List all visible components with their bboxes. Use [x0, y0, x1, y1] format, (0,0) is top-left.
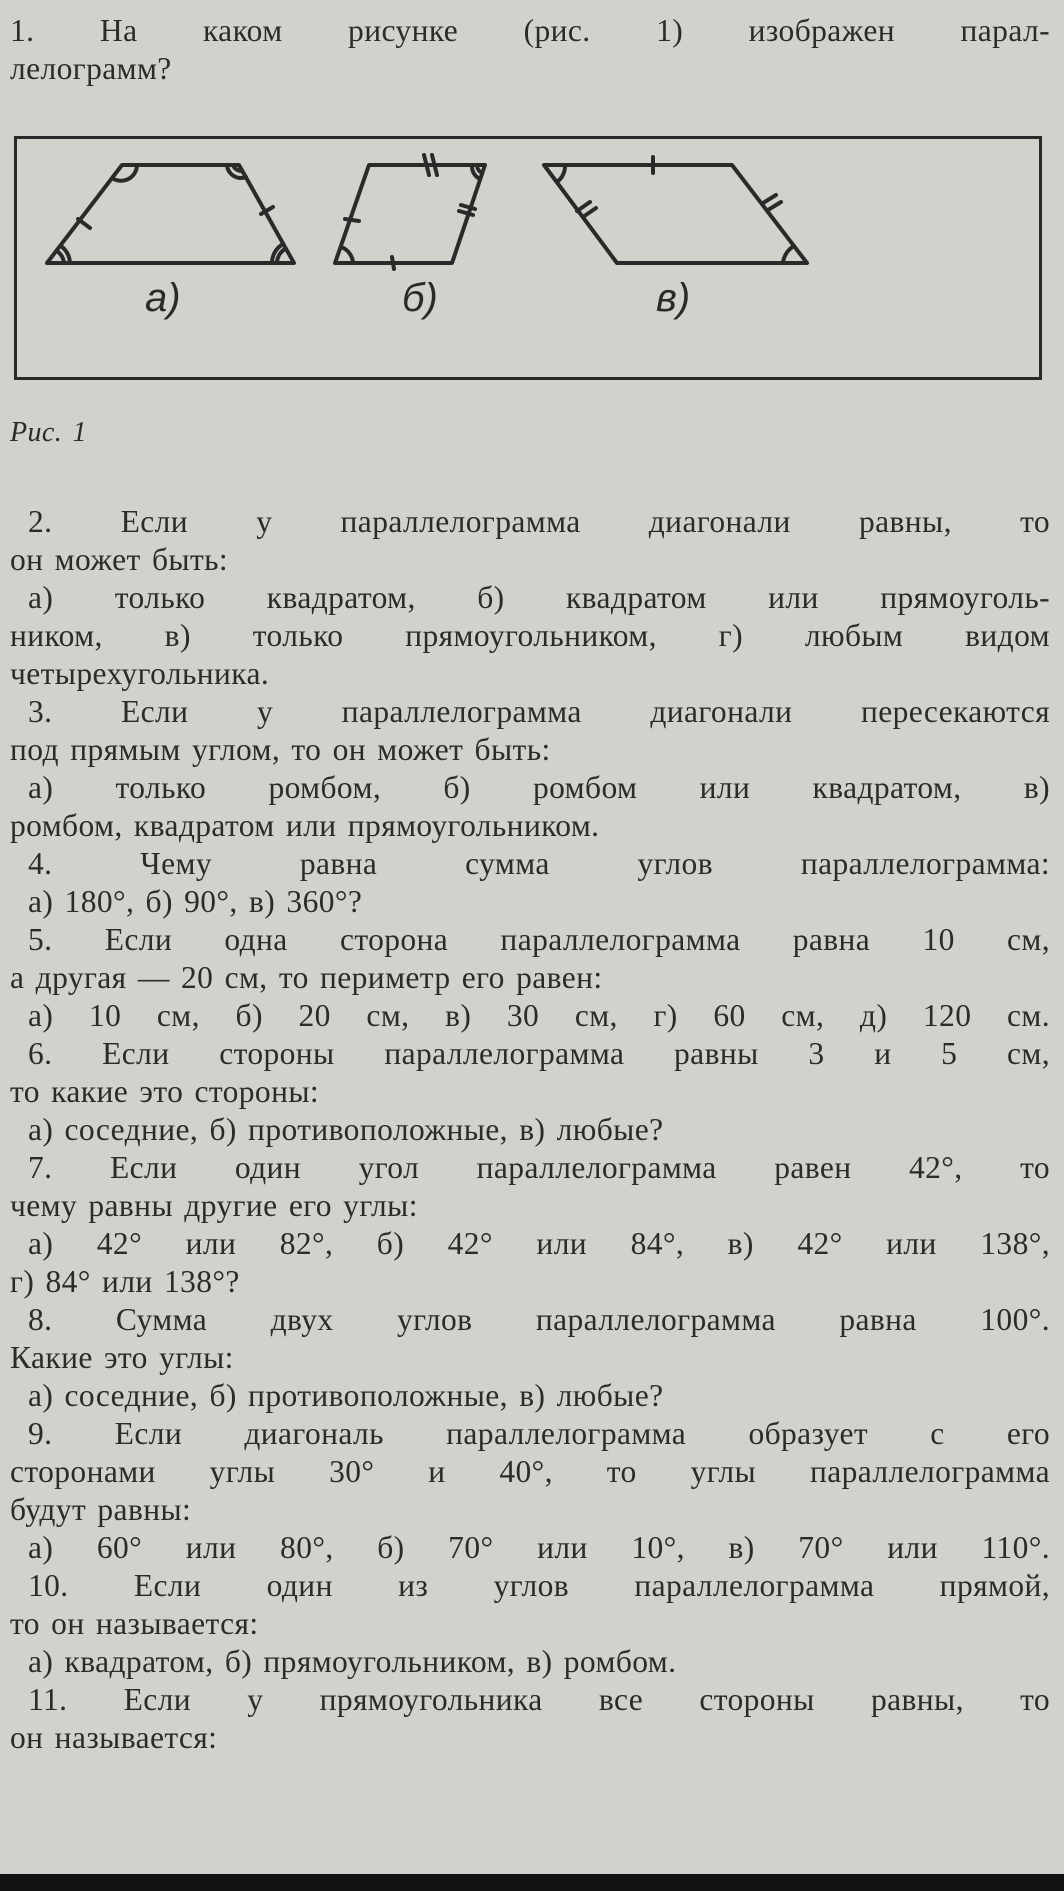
text-line: а) 60° или 80°, б) 70° или 10°, в) 70° или 110°. — [28, 1530, 1050, 1565]
text-line: сторонами углы 30° и 40°, то углы параллелограмма — [10, 1454, 1050, 1489]
text-line: 5. Если одна сторона параллелограмма равна 10 см, — [28, 922, 1050, 957]
text-line: а) только квадратом, б) квадратом или прямоуголь- — [28, 580, 1050, 615]
text-line: то какие это стороны: — [10, 1074, 320, 1109]
text-line: 8. Сумма двух углов параллелограмма равна 100°. — [28, 1302, 1050, 1337]
text-line: 3. Если у параллелограмма диагонали пересекаются — [28, 694, 1050, 729]
text-line: а) соседние, б) противоположные, в) любые? — [28, 1112, 664, 1147]
text-line: 2. Если у параллелограмма диагонали равны, то — [28, 504, 1050, 539]
parallelogram-shape — [544, 165, 807, 263]
figure-label-v: в) — [656, 276, 691, 320]
figure-label-a: а) — [145, 276, 181, 320]
trapezoid-shape — [47, 165, 294, 263]
tick-mark — [583, 208, 596, 217]
angle-mark — [341, 247, 353, 263]
tick-mark — [392, 257, 394, 269]
text-line: 6. Если стороны параллелограмма равны 3 и 5 см, — [28, 1036, 1050, 1071]
text-line: под прямым углом, то он может быть: — [10, 732, 551, 767]
text-line: ромбом, квадратом или прямоугольником. — [10, 808, 600, 843]
figure-label-b: б) — [402, 276, 438, 320]
angle-mark — [783, 246, 794, 263]
tick-mark — [768, 202, 781, 210]
figure-1 — [14, 136, 1042, 380]
tick-mark — [763, 195, 776, 203]
tick-mark — [345, 219, 359, 221]
tick-mark — [78, 219, 90, 228]
text-line: а) только ромбом, б) ромбом или квадратом, в) — [28, 770, 1050, 805]
tick-mark — [577, 202, 590, 211]
figure-caption: Рис. 1 — [10, 417, 87, 448]
text-line: а) 42° или 82°, б) 42° или 84°, в) 42° или 138°, — [28, 1226, 1050, 1261]
tick-mark — [424, 155, 429, 175]
text-line: четырехугольника. — [10, 656, 270, 691]
text-line: г) 84° или 138°? — [10, 1264, 240, 1299]
tick-mark — [432, 155, 437, 175]
text-line: а) соседние, б) противоположные, в) любые? — [28, 1378, 664, 1413]
quadrilaterals-drawing — [17, 139, 1039, 377]
angle-mark — [557, 165, 565, 182]
text-line: а) 10 см, б) 20 см, в) 30 см, г) 60 см, д) 120 см. — [28, 998, 1050, 1033]
text-line: а другая — 20 см, то периметр его равен: — [10, 960, 603, 995]
angle-mark — [277, 249, 285, 263]
text-line: чему равны другие его углы: — [10, 1188, 418, 1223]
text-line: 9. Если диагональ параллелограмма образует с его — [28, 1416, 1050, 1451]
text-line: а) 180°, б) 90°, в) 360°? — [28, 884, 363, 919]
text-line: то он называется: — [10, 1606, 259, 1641]
text-line: ником, в) только прямоугольником, г) любым видом — [10, 618, 1050, 653]
text-line: 7. Если один угол параллелограмма равен 42°, то — [28, 1150, 1050, 1185]
text-line: лелограмм? — [10, 51, 172, 86]
text-line: 1. На каком рисунке (рис. 1) изображен парал- — [10, 13, 1050, 48]
text-line: 4. Чему равна сумма углов параллелограмма: — [28, 846, 1050, 881]
text-line: он называется: — [10, 1720, 218, 1755]
text-line: будут равны: — [10, 1492, 192, 1527]
text-line: 11. Если у прямоугольника все стороны равны, то — [28, 1682, 1050, 1717]
bottom-edge — [0, 1874, 1064, 1891]
text-line: он может быть: — [10, 542, 229, 577]
text-line: а) квадратом, б) прямоугольником, в) ромбом. — [28, 1644, 677, 1679]
text-line: Какие это углы: — [10, 1340, 234, 1375]
text-line: 10. Если один из углов параллелограмма прямой, — [28, 1568, 1050, 1603]
